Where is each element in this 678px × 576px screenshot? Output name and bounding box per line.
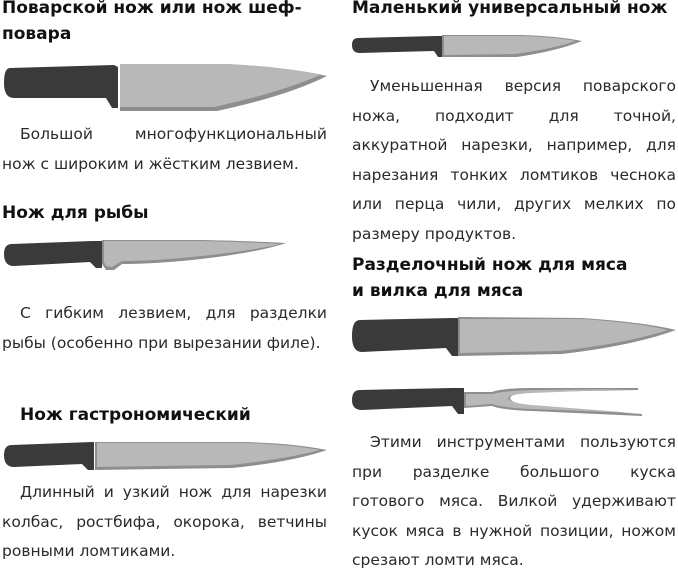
carving-set-title: Разделочный нож для мяса и вилка для мяса <box>352 255 628 301</box>
utility-knife-illustration <box>352 33 582 61</box>
chef-knife-title: Поварской нож или нож шеф-повара <box>2 0 302 44</box>
carving-knife-illustration <box>352 316 676 360</box>
chef-knife-illustration <box>2 62 327 117</box>
gastro-knife-description: Длинный и узкий нож для нарезки колбас, ростбифа, окорока, ветчины ровными ломтиками. <box>2 483 327 560</box>
carving-fork-illustration <box>352 384 642 420</box>
fish-knife-illustration <box>2 238 287 273</box>
gastro-knife-title: Нож гастрономический <box>20 405 251 425</box>
utility-knife-title: Маленький универсальный нож <box>352 0 668 18</box>
chef-knife-description: Большой многофункциональный нож с широким и жёстким лезвием. <box>2 125 327 173</box>
fish-knife-description: С гибким лезвием, для разделки рыбы (особенно при вырезании филе). <box>2 304 327 352</box>
gastro-knife-illustration <box>2 440 327 472</box>
carving-set-description: Этими инструментами пользуются при разделке большого куска готового мяса. Вилкой удерживают кусок мяса в нужной позиции, ножом срезают ломти мяса. <box>352 433 676 569</box>
utility-knife-description: Уменьшенная версия поварского ножа, подходит для точной, аккуратной нарезки, например, для нарезания тонких ломтиков чеснока или перца чили, других мелких по размеру продуктов. <box>352 77 676 243</box>
fish-knife-title: Нож для рыбы <box>2 203 149 223</box>
